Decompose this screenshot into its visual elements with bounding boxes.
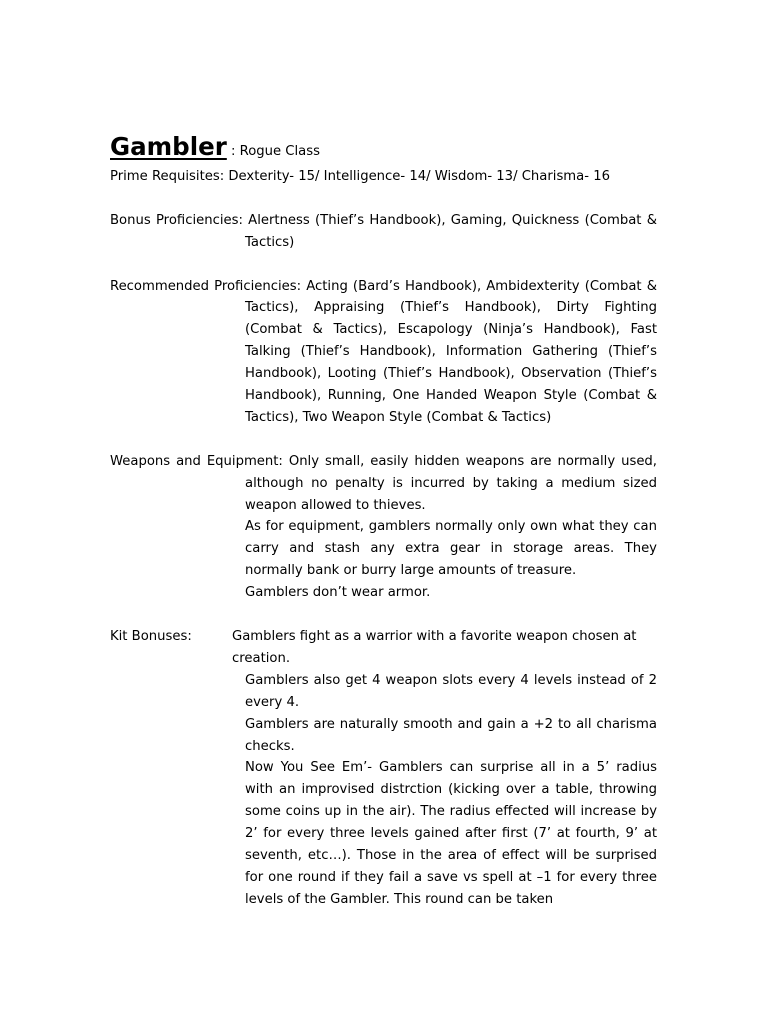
weapons-equipment-equipment: As for equipment, gamblers normally only own what they can carry and stash any extra gear in storage areas. They normally bank or burry large amounts of treasure.	[245, 519, 657, 579]
document-body	[110, 128, 657, 911]
prime-requisites: Prime Requisites: Dexterity- 15/ Intelligence- 14/ Wisdom- 13/ Charisma- 16	[110, 169, 610, 184]
kit-bonus-weapon-slots: Gamblers also get 4 weapon slots every 4 levels instead of 2 every 4.	[245, 672, 657, 710]
recommended-proficiencies: Recommended Proficiencies: Acting (Bard’s Handbook), Ambidexterity (Combat & Tactics), Appraising (Thief’s Handbook), Dirty Fighting (Combat & Tactics), Escapology (Ninja’s Handbook), Fast Talking (Thief’s Handbook), Information Gathering (Thief’s Handbook), Looting (Thief’s Handbook), Observation (Thief’s Handbook), Running, One Handed Weapon Style (Combat & Tactics), Two Weapon Style (Combat & Tactics)	[110, 278, 657, 425]
kit-bonus-warrior-cont: creation.	[232, 650, 291, 666]
document-subtitle: : Rogue Class	[226, 144, 321, 159]
bonus-proficiencies: Bonus Proficiencies: Alertness (Thief’s Handbook), Gaming, Quickness (Combat & Tactics)	[110, 212, 657, 250]
kit-bonuses-body	[232, 626, 657, 911]
kit-bonuses	[110, 626, 657, 911]
kit-bonus-warrior: Gamblers fight as a warrior with a favorite weapon chosen at	[232, 628, 637, 644]
kit-bonus-now-you-see-em: Now You See Em’- Gamblers can surprise all in a 5’ radius with an improvised distrction (kicking over a table, throwing some coins up in the air). The radius effected will increase by 2’ for every three levels gained after first (7’ at fourth, 9’ at seventh, etc…). Those in the area of effect will be surprised for one round if they fail a save vs spell at –1 for every three levels of the Gambler. This round can be taken	[245, 760, 657, 907]
kit-bonus-charisma: Gamblers are naturally smooth and gain a +2 to all charisma checks.	[245, 716, 657, 754]
weapons-equipment-armor: Gamblers don’t wear armor.	[245, 585, 431, 601]
document-title: Gambler	[110, 132, 227, 161]
weapons-equipment-intro: Weapons and Equipment: Only small, easily hidden weapons are normally used, although no penalty is incurred by taking a medium sized weapon allowed to thieves.	[110, 453, 657, 513]
kit-bonuses-label: Kit Bonuses:	[110, 628, 192, 644]
title-line	[110, 128, 657, 166]
